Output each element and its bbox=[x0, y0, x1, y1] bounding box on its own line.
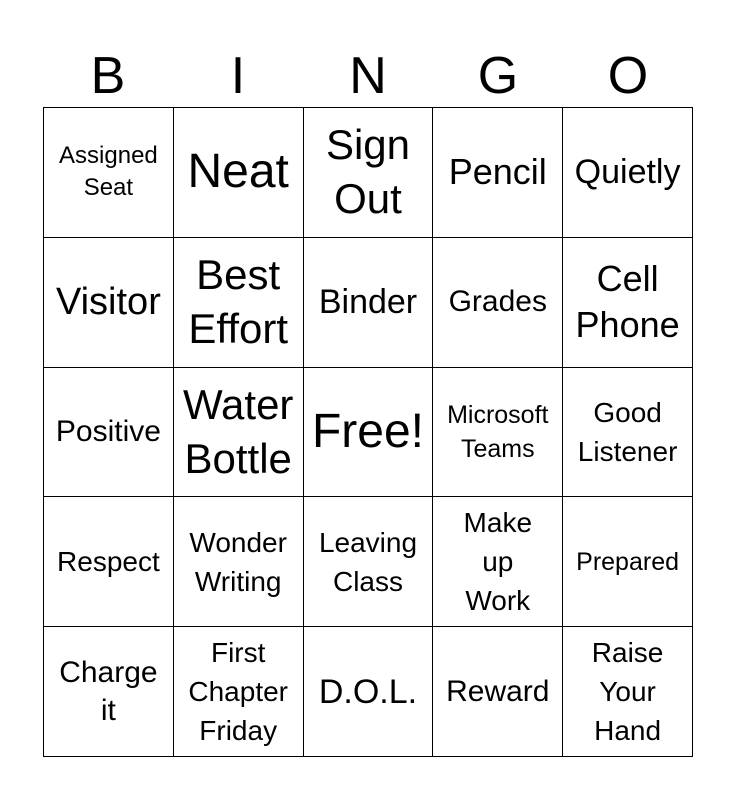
header-letter-n: N bbox=[349, 47, 387, 105]
bingo-cell[interactable]: Reward bbox=[433, 627, 563, 757]
bingo-cell[interactable]: Make up Work bbox=[433, 497, 563, 627]
bingo-cell[interactable]: Water Bottle bbox=[174, 368, 304, 498]
header-letter-i: I bbox=[230, 47, 246, 105]
bingo-card-grid bbox=[43, 107, 693, 757]
bingo-cell[interactable]: Sign Out bbox=[304, 108, 434, 238]
bingo-cell[interactable]: First Chapter Friday bbox=[174, 627, 304, 757]
bingo-cell[interactable]: Prepared bbox=[563, 497, 693, 627]
bingo-cell[interactable]: Best Effort bbox=[174, 238, 304, 368]
bingo-cell[interactable]: Charge it bbox=[44, 627, 174, 757]
bingo-cell[interactable]: Wonder Writing bbox=[174, 497, 304, 627]
bingo-cell[interactable]: Pencil bbox=[433, 108, 563, 238]
bingo-cell[interactable]: Respect bbox=[44, 497, 174, 627]
bingo-cell[interactable]: Positive bbox=[44, 368, 174, 498]
bingo-cell[interactable]: Good Listener bbox=[563, 368, 693, 498]
bingo-cell[interactable]: Leaving Class bbox=[304, 497, 434, 627]
header-letter-b: B bbox=[90, 47, 126, 105]
bingo-cell[interactable]: Raise Your Hand bbox=[563, 627, 693, 757]
bingo-cell[interactable]: Microsoft Teams bbox=[433, 368, 563, 498]
header-letter-g: G bbox=[477, 47, 519, 105]
bingo-cell[interactable]: Neat bbox=[174, 108, 304, 238]
bingo-cell[interactable]: Binder bbox=[304, 238, 434, 368]
bingo-cell[interactable]: Assigned Seat bbox=[44, 108, 174, 238]
bingo-cell[interactable]: Grades bbox=[433, 238, 563, 368]
header-letter-o: O bbox=[607, 47, 649, 105]
bingo-header bbox=[43, 46, 693, 106]
bingo-cell[interactable]: Cell Phone bbox=[563, 238, 693, 368]
bingo-cell free-space[interactable]: Free! bbox=[304, 368, 434, 498]
bingo-cell[interactable]: Visitor bbox=[44, 238, 174, 368]
bingo-cell[interactable]: Quietly bbox=[563, 108, 693, 238]
bingo-cell[interactable]: D.O.L. bbox=[304, 627, 434, 757]
